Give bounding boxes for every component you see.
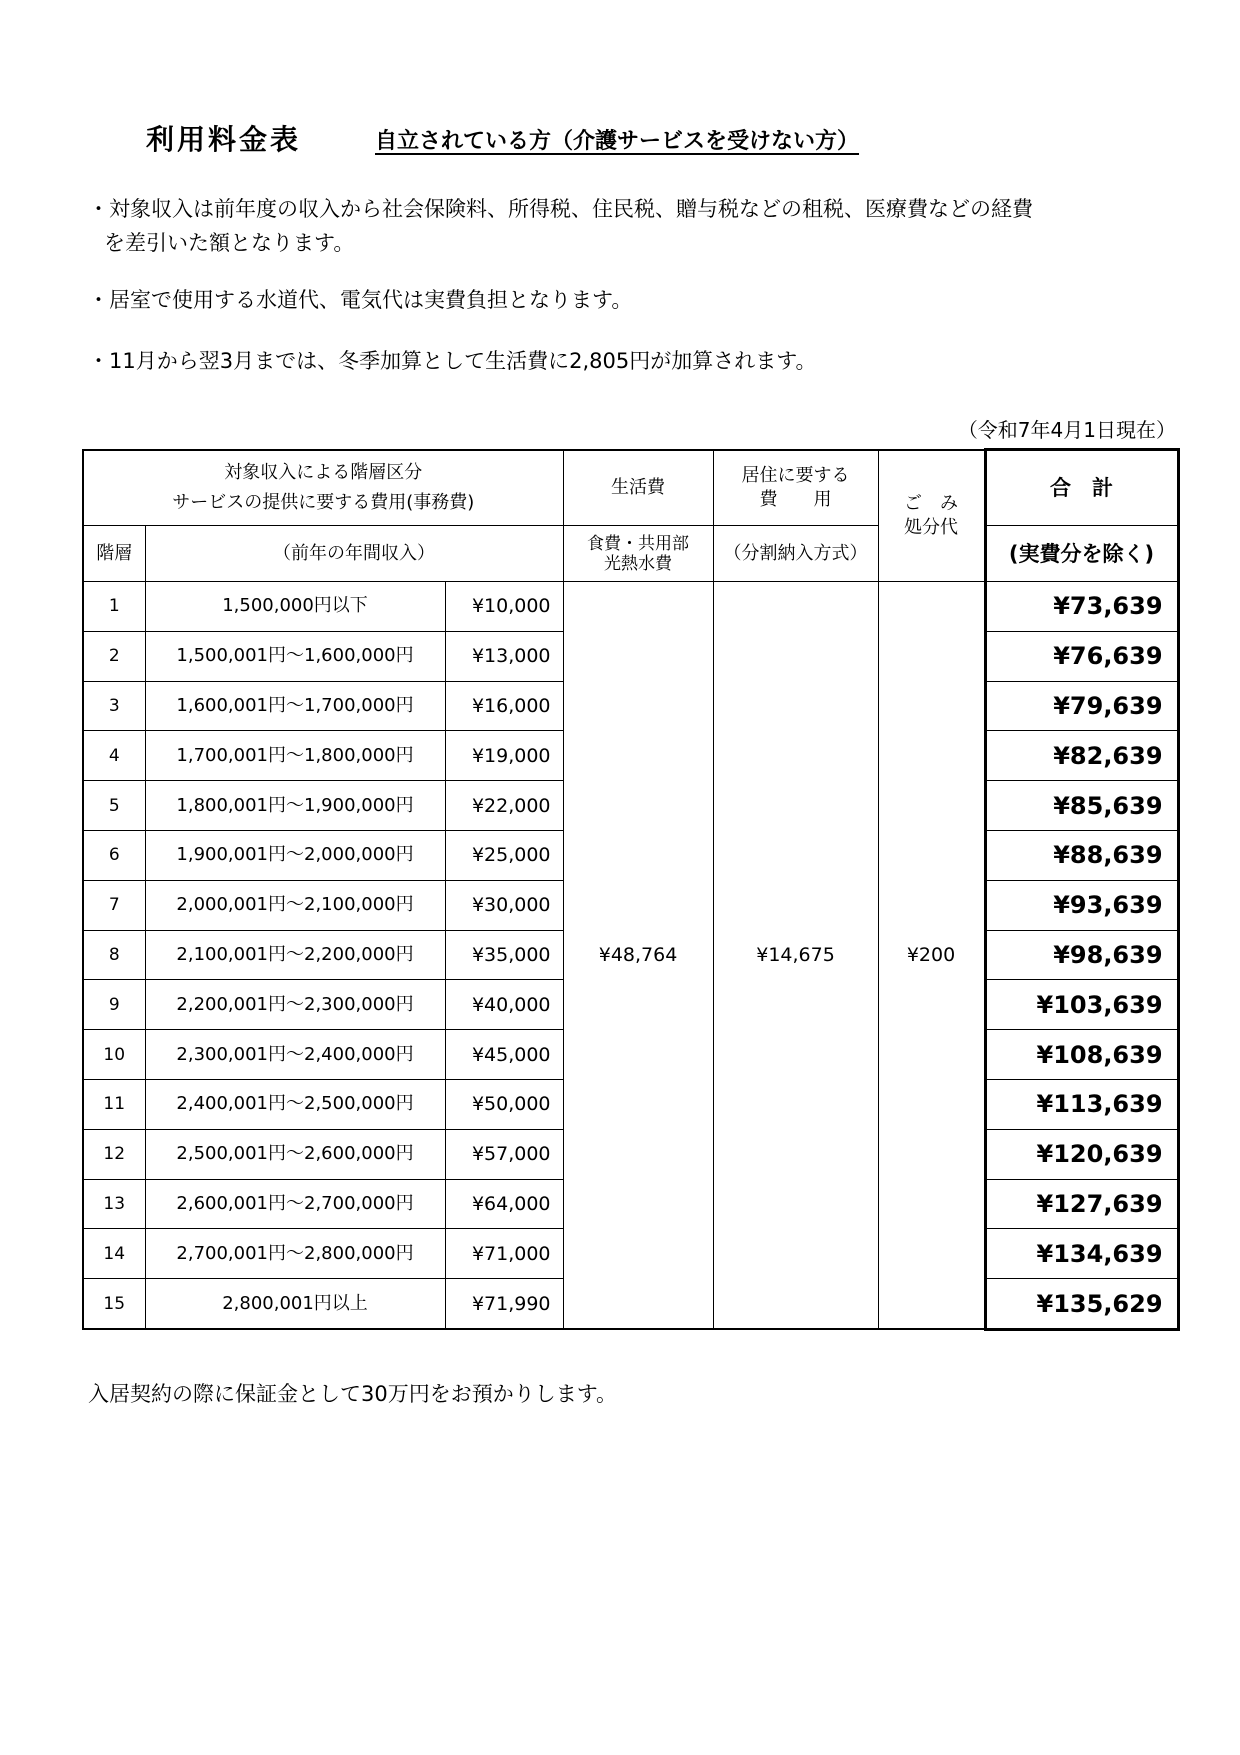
total-cell: ¥135,629 — [985, 1279, 1178, 1330]
income-range-cell: 1,600,001円～1,700,000円 — [145, 681, 445, 731]
header-garbage — [878, 450, 985, 582]
total-cell: ¥134,639 — [985, 1229, 1178, 1279]
service-fee-cell: ¥30,000 — [445, 880, 563, 930]
tier-cell: 4 — [83, 731, 145, 781]
tier-cell: 12 — [83, 1129, 145, 1179]
tier-cell: 8 — [83, 930, 145, 980]
income-range-cell: 1,500,001円～1,600,000円 — [145, 631, 445, 681]
tier-cell: 2 — [83, 631, 145, 681]
header-garbage-line1: ご み — [904, 492, 959, 514]
deposit-note: 入居契約の際に保証金として30万円をお預かりします。 — [88, 1382, 618, 1406]
header-living-sub-line2: 光熱水費 — [604, 553, 673, 574]
tier-cell: 10 — [83, 1030, 145, 1080]
income-range-cell: 2,700,001円～2,800,000円 — [145, 1229, 445, 1279]
total-cell: ¥79,639 — [985, 681, 1178, 731]
tier-cell: 6 — [83, 830, 145, 880]
tier-cell: 1 — [83, 582, 145, 632]
total-cell: ¥88,639 — [985, 830, 1178, 880]
income-range-cell: 2,100,001円～2,200,000円 — [145, 930, 445, 980]
garbage-cost-cell: ¥200 — [878, 582, 985, 1330]
total-cell: ¥127,639 — [985, 1179, 1178, 1229]
income-range-cell: 2,500,001円～2,600,000円 — [145, 1129, 445, 1179]
tier-cell: 3 — [83, 681, 145, 731]
tier-cell: 15 — [83, 1279, 145, 1330]
tier-cell: 11 — [83, 1079, 145, 1129]
total-cell: ¥103,639 — [985, 980, 1178, 1030]
table-row — [83, 582, 1178, 632]
income-range-cell: 1,700,001円～1,800,000円 — [145, 731, 445, 781]
total-cell: ¥76,639 — [985, 631, 1178, 681]
header-tier: 階層 — [83, 526, 145, 582]
income-range-cell: 2,600,001円～2,700,000円 — [145, 1179, 445, 1229]
total-cell: ¥108,639 — [985, 1030, 1178, 1080]
note-income-line1: ・対象収入は前年度の収入から社会保険料、所得税、住民税、贈与税などの租税、医療費などの経費 — [88, 197, 1033, 221]
service-fee-cell: ¥45,000 — [445, 1030, 563, 1080]
page-subtitle: 自立されている方（介護サービスを受けない方） — [375, 129, 860, 154]
income-range-cell: 2,000,001円～2,100,000円 — [145, 880, 445, 930]
income-range-cell: 2,800,001円以上 — [145, 1279, 445, 1330]
tier-cell: 13 — [83, 1179, 145, 1229]
total-cell: ¥93,639 — [985, 880, 1178, 930]
service-fee-cell: ¥50,000 — [445, 1079, 563, 1129]
tier-cell: 5 — [83, 781, 145, 831]
header-living-sub-line1: 食費・共用部 — [587, 533, 690, 554]
service-fee-cell: ¥19,000 — [445, 731, 563, 781]
header-living: 生活費 — [563, 450, 713, 526]
housing-cost-cell: ¥14,675 — [713, 582, 878, 1330]
income-range-cell: 2,200,001円～2,300,000円 — [145, 980, 445, 1030]
tier-cell: 14 — [83, 1229, 145, 1279]
total-cell: ¥85,639 — [985, 781, 1178, 831]
tier-cell: 7 — [83, 880, 145, 930]
header-income-group-line1: 対象収入による階層区分 — [224, 461, 423, 483]
header-living-sub — [563, 526, 713, 582]
service-fee-cell: ¥40,000 — [445, 980, 563, 1030]
service-fee-cell: ¥10,000 — [445, 582, 563, 632]
service-fee-cell: ¥71,990 — [445, 1279, 563, 1330]
income-range-cell: 2,300,001円～2,400,000円 — [145, 1030, 445, 1080]
total-cell: ¥82,639 — [985, 731, 1178, 781]
total-cell: ¥113,639 — [985, 1079, 1178, 1129]
service-fee-cell: ¥57,000 — [445, 1129, 563, 1179]
service-fee-cell: ¥16,000 — [445, 681, 563, 731]
header-total-sub: (実費分を除く) — [985, 526, 1178, 582]
fee-table — [82, 448, 1180, 1331]
income-range-cell: 1,800,001円～1,900,000円 — [145, 781, 445, 831]
service-fee-cell: ¥71,000 — [445, 1229, 563, 1279]
service-fee-cell: ¥64,000 — [445, 1179, 563, 1229]
income-range-cell: 1,500,000円以下 — [145, 582, 445, 632]
header-income: （前年の年間収入） — [145, 526, 563, 582]
header-housing-line2: 費 用 — [759, 488, 832, 510]
total-cell: ¥120,639 — [985, 1129, 1178, 1179]
header-garbage-line2: 処分代 — [904, 516, 959, 538]
header-housing-line1: 居住に要する — [741, 464, 850, 486]
header-housing-sub: （分割納入方式） — [713, 526, 878, 582]
service-fee-cell: ¥35,000 — [445, 930, 563, 980]
header-total: 合 計 — [985, 450, 1178, 526]
tier-cell: 9 — [83, 980, 145, 1030]
living-cost-cell: ¥48,764 — [563, 582, 713, 1330]
note-income — [88, 192, 1033, 260]
date-label: （令和7年4月1日現在） — [957, 418, 1176, 442]
page-title: 利用料金表 — [146, 123, 302, 156]
service-fee-cell: ¥22,000 — [445, 781, 563, 831]
income-range-cell: 2,400,001円～2,500,000円 — [145, 1079, 445, 1129]
header-income-group-line2: サービスの提供に要する費用(事務費) — [172, 491, 475, 513]
income-range-cell: 1,900,001円～2,000,000円 — [145, 830, 445, 880]
header-housing — [713, 450, 878, 526]
note-winter: ・11月から翌3月までは、冬季加算として生活費に2,805円が加算されます。 — [88, 349, 817, 373]
header-income-group — [83, 450, 563, 526]
note-income-line2: を差引いた額となります。 — [104, 231, 355, 255]
note-utilities: ・居室で使用する水道代、電気代は実費負担となります。 — [88, 288, 633, 312]
total-cell: ¥73,639 — [985, 582, 1178, 632]
total-cell: ¥98,639 — [985, 930, 1178, 980]
service-fee-cell: ¥13,000 — [445, 631, 563, 681]
service-fee-cell: ¥25,000 — [445, 830, 563, 880]
